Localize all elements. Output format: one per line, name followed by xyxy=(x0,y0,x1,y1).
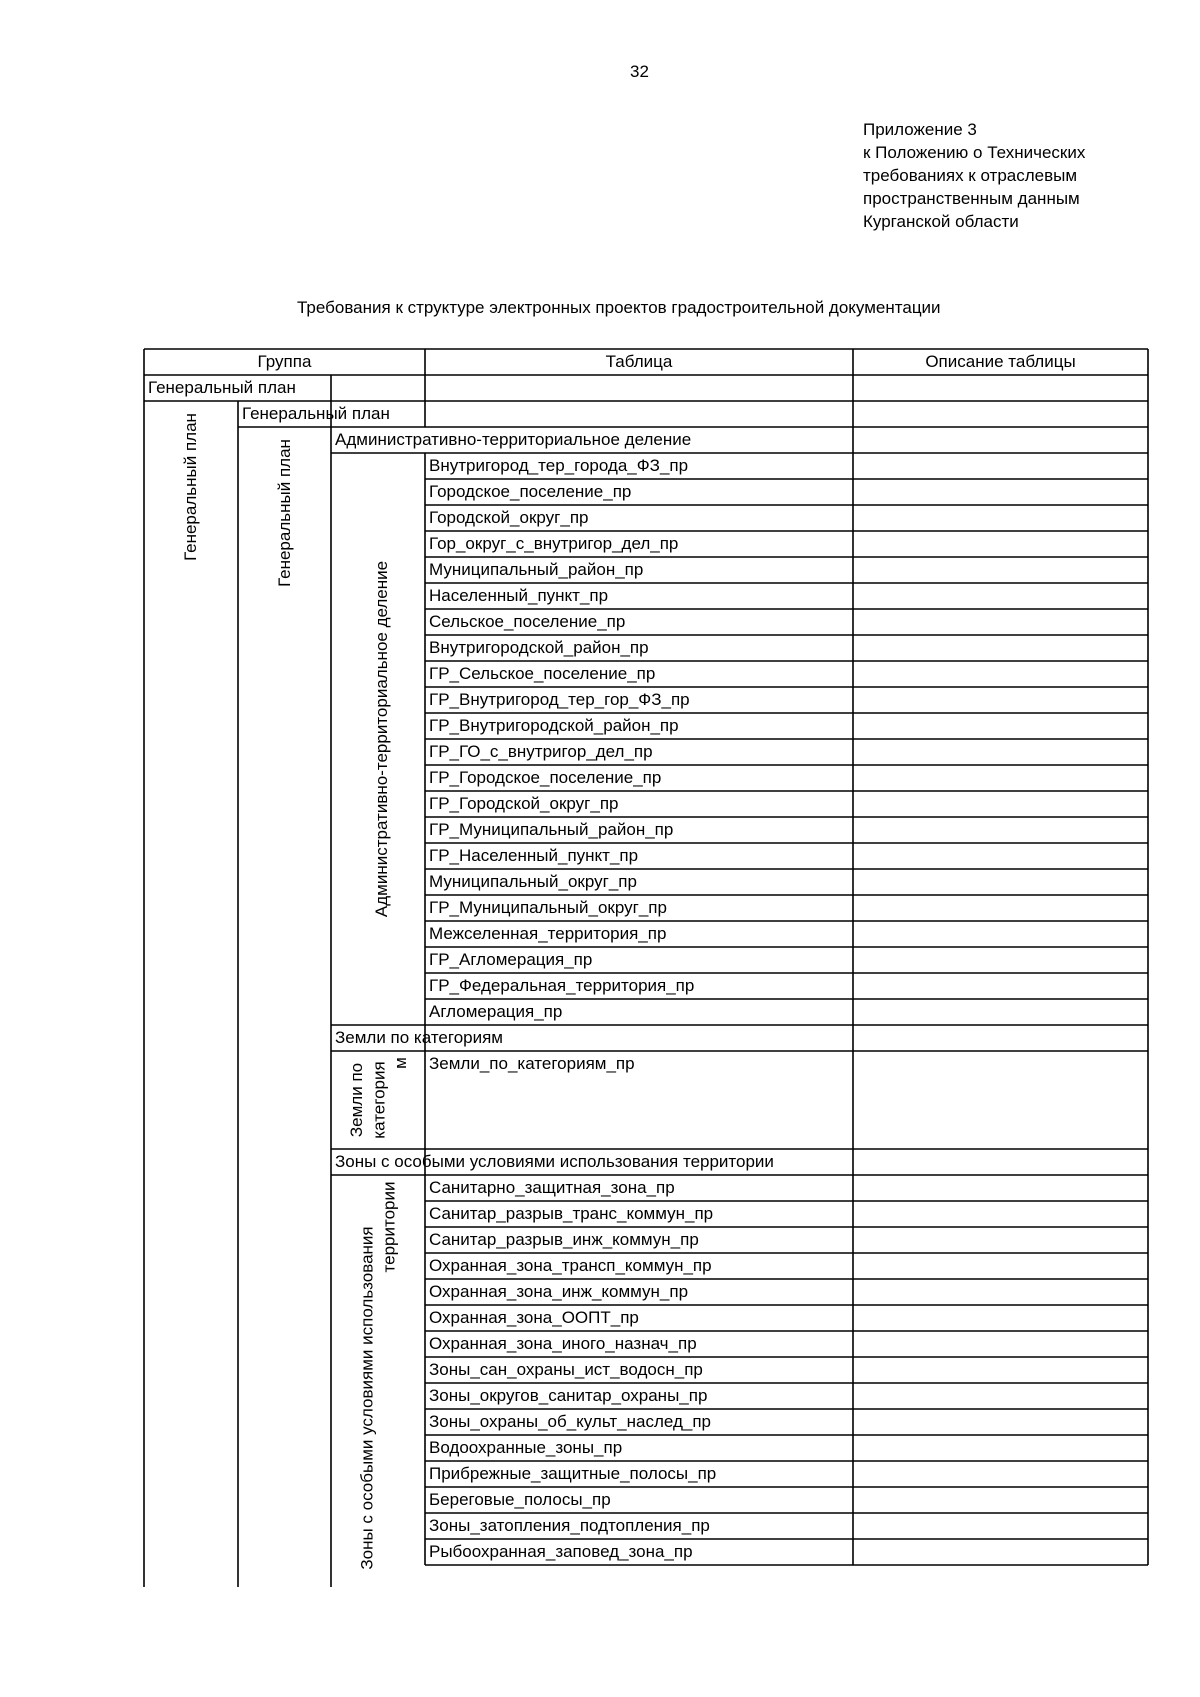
table-row: Сельское_поселение_пр xyxy=(429,612,626,631)
table-row: Межселенная_территория_пр xyxy=(429,924,667,943)
table-row: Земли_по_категориям_пр xyxy=(429,1054,635,1073)
table-row: ГР_Внутригородской_район_пр xyxy=(429,716,679,735)
appendix-line: к Положению о Технических xyxy=(863,143,1086,162)
group-level2-label: Генеральный план xyxy=(242,404,390,423)
vertical-label-group: Административно-территориальное деление xyxy=(372,560,392,918)
group-label: Зоны с особыми условиями использования территории xyxy=(335,1152,774,1171)
table-row: ГР_Сельское_поселение_пр xyxy=(429,664,656,683)
table-row: ГР_Городское_поселение_пр xyxy=(429,768,662,787)
table-row: Охранная_зона_трансп_коммун_пр xyxy=(429,1256,712,1275)
table-row: Внутригород_тер_города_ФЗ_пр xyxy=(429,456,689,475)
table-row: Санитар_разрыв_транс_коммун_пр xyxy=(429,1204,714,1223)
appendix-line: требованиях к отраслевым xyxy=(863,166,1078,185)
group-label: Земли по категориям xyxy=(335,1028,503,1047)
page-number: 32 xyxy=(630,62,649,81)
vertical-label-group: Зоны с особыми условиями использования xyxy=(357,1226,377,1570)
table-row: ГР_Городской_округ_пр xyxy=(429,794,619,813)
vertical-label-level2: Генеральный план xyxy=(274,439,294,587)
vertical-label-level1: Генеральный план xyxy=(180,413,200,561)
table-row: Охранная_зона_иного_назнач_пр xyxy=(429,1334,697,1353)
table-row: Береговые_полосы_пр xyxy=(429,1490,611,1509)
table-row: Охранная_зона_инж_коммун_пр xyxy=(429,1282,689,1301)
header-group: Группа xyxy=(257,352,312,371)
vertical-label-group: м xyxy=(390,1057,410,1069)
vertical-label-group: территории xyxy=(378,1181,398,1273)
table-row: Городское_поселение_пр xyxy=(429,482,632,501)
table-row: Муниципальный_округ_пр xyxy=(429,872,637,891)
table-row: ГР_Федеральная_территория_пр xyxy=(429,976,695,995)
document-title: Требования к структуре электронных проектов градостроительной документации xyxy=(297,298,941,317)
group-level1-label: Генеральный план xyxy=(148,378,296,397)
table-row: Населенный_пункт_пр xyxy=(429,586,609,605)
table-row: Городской_округ_пр xyxy=(429,508,589,527)
group-label: Административно-территориальное деление xyxy=(335,430,692,449)
table-row: Охранная_зона_ООПТ_пр xyxy=(429,1308,639,1327)
table-row: ГР_Внутригород_тер_гор_ФЗ_пр xyxy=(429,690,690,709)
header-description: Описание таблицы xyxy=(925,352,1076,371)
table-row: Внутригородской_район_пр xyxy=(429,638,649,657)
table-row: Муниципальный_район_пр xyxy=(429,560,644,579)
table-row: Агломерация_пр xyxy=(429,1002,563,1021)
table-row: Прибрежные_защитные_полосы_пр xyxy=(429,1464,717,1483)
table-row: ГР_Муниципальный_округ_пр xyxy=(429,898,667,917)
header-table: Таблица xyxy=(605,352,673,371)
table-row: Зоны_затопления_подтопления_пр xyxy=(429,1516,710,1535)
table-row: Зоны_охраны_об_культ_наслед_пр xyxy=(429,1412,711,1431)
table-row: ГР_Муниципальный_район_пр xyxy=(429,820,674,839)
table-row: Гор_округ_с_внутригор_дел_пр xyxy=(429,534,679,553)
table-row: ГР_Агломерация_пр xyxy=(429,950,593,969)
table-row: ГР_ГО_с_внутригор_дел_пр xyxy=(429,742,653,761)
table-row: Водоохранные_зоны_пр xyxy=(429,1438,623,1457)
appendix-line: пространственным данным xyxy=(863,189,1080,208)
table-row: Рыбоохранная_заповед_зона_пр xyxy=(429,1542,693,1561)
vertical-label-group: Земли по xyxy=(347,1062,367,1138)
table-row: Санитарно_защитная_зона_пр xyxy=(429,1178,675,1197)
appendix-line: Приложение 3 xyxy=(863,120,977,139)
vertical-label-group: категория xyxy=(369,1061,389,1139)
table-row: Санитар_разрыв_инж_коммун_пр xyxy=(429,1230,699,1249)
table-row: ГР_Населенный_пункт_пр xyxy=(429,846,639,865)
table-row: Зоны_сан_охраны_ист_водосн_пр xyxy=(429,1360,703,1379)
appendix-line: Курганской области xyxy=(863,212,1019,231)
table-row: Зоны_округов_санитар_охраны_пр xyxy=(429,1386,708,1405)
